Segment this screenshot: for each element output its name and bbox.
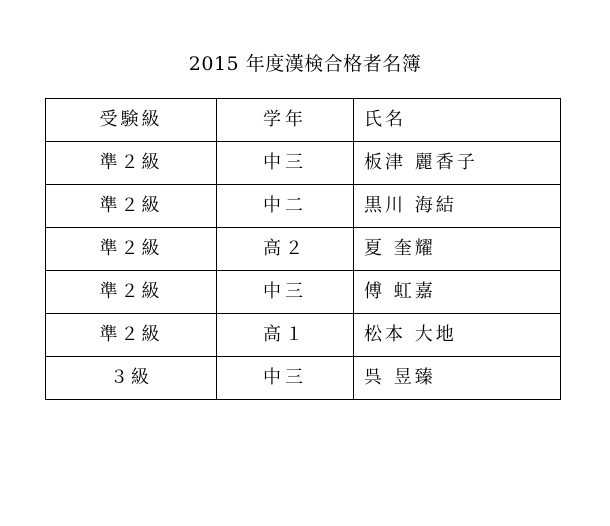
- header-row: [46, 99, 561, 142]
- cell-name: 呉 昱臻: [354, 357, 561, 400]
- table-row: [46, 228, 561, 271]
- table-row: [46, 142, 561, 185]
- cell-name: 板津 麗香子: [354, 142, 561, 185]
- cell-exam-grade: 準２級: [46, 185, 217, 228]
- cell-exam-grade: 準２級: [46, 142, 217, 185]
- document-title: 2015 年度漢検合格者名簿: [188, 53, 422, 75]
- table-row: [46, 314, 561, 357]
- cell-exam-grade: 準２級: [46, 314, 217, 357]
- table-row: [46, 185, 561, 228]
- cell-school-year: 高１: [217, 314, 354, 357]
- roster-table: [45, 98, 561, 400]
- cell-name: 夏 奎耀: [354, 228, 561, 271]
- cell-exam-grade: ３級: [46, 357, 217, 400]
- table-row: [46, 271, 561, 314]
- cell-school-year: 中三: [217, 357, 354, 400]
- cell-name: 傅 虹嘉: [354, 271, 561, 314]
- cell-school-year: 高２: [217, 228, 354, 271]
- cell-name: 黒川 海結: [354, 185, 561, 228]
- cell-exam-grade: 準２級: [46, 228, 217, 271]
- cell-school-year: 中二: [217, 185, 354, 228]
- table-row: [46, 357, 561, 400]
- cell-exam-grade: 準２級: [46, 271, 217, 314]
- cell-school-year: 中三: [217, 271, 354, 314]
- header-school-year: 学年: [217, 99, 354, 142]
- header-name: 氏名: [354, 99, 561, 142]
- cell-school-year: 中三: [217, 142, 354, 185]
- header-exam-grade: 受験級: [46, 99, 217, 142]
- cell-name: 松本 大地: [354, 314, 561, 357]
